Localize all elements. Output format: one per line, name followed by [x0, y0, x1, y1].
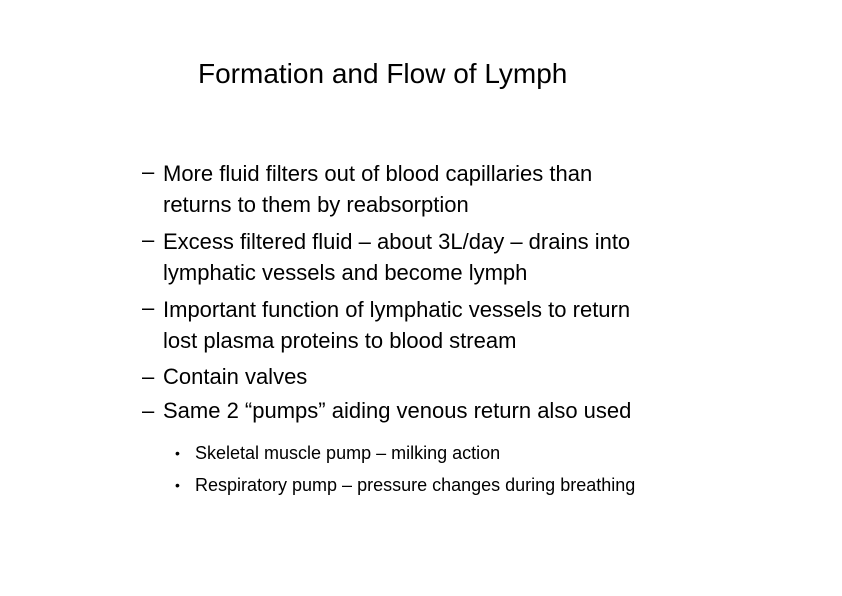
bullet-item-valves [142, 360, 742, 394]
bullet-dash: – [142, 227, 155, 252]
bullet-dot: • [175, 445, 180, 461]
bullet-dash: – [142, 398, 155, 423]
bullet-line: Important function of lymphatic vessels to return [163, 297, 631, 322]
sub-bullet-text: Respiratory pump – pressure changes during breathing [195, 475, 636, 495]
bullet-item-excess-fluid [142, 224, 742, 292]
bullet-line: More fluid filters out of blood capillaries than [163, 161, 593, 186]
bullet-line: lymphatic vessels and become lymph [163, 260, 528, 285]
bullet-line: Contain valves [163, 364, 308, 389]
bullet-dash: – [142, 159, 155, 184]
bullet-line: returns to them by reabsorption [163, 192, 469, 217]
bullet-item-plasma-proteins [142, 292, 742, 360]
bullet-list [142, 156, 742, 428]
bullet-line: lost plasma proteins to blood stream [163, 328, 517, 353]
sub-bullet-respiratory-pump [175, 469, 635, 501]
bullet-dot: • [175, 477, 180, 493]
bullet-dash: – [142, 364, 155, 389]
sub-bullet-text: Skeletal muscle pump – milking action [195, 443, 501, 463]
slide-title: Formation and Flow of Lymph [198, 58, 568, 89]
bullet-item-pumps [142, 394, 742, 428]
sub-bullet-skeletal-pump [175, 437, 635, 469]
bullet-item-filtration [142, 156, 742, 224]
sub-bullet-list [175, 437, 635, 501]
bullet-dash: – [142, 295, 155, 320]
bullet-line: Excess filtered fluid – about 3L/day – drains into [163, 229, 631, 254]
bullet-line: Same 2 “pumps” aiding venous return also used [163, 398, 632, 423]
